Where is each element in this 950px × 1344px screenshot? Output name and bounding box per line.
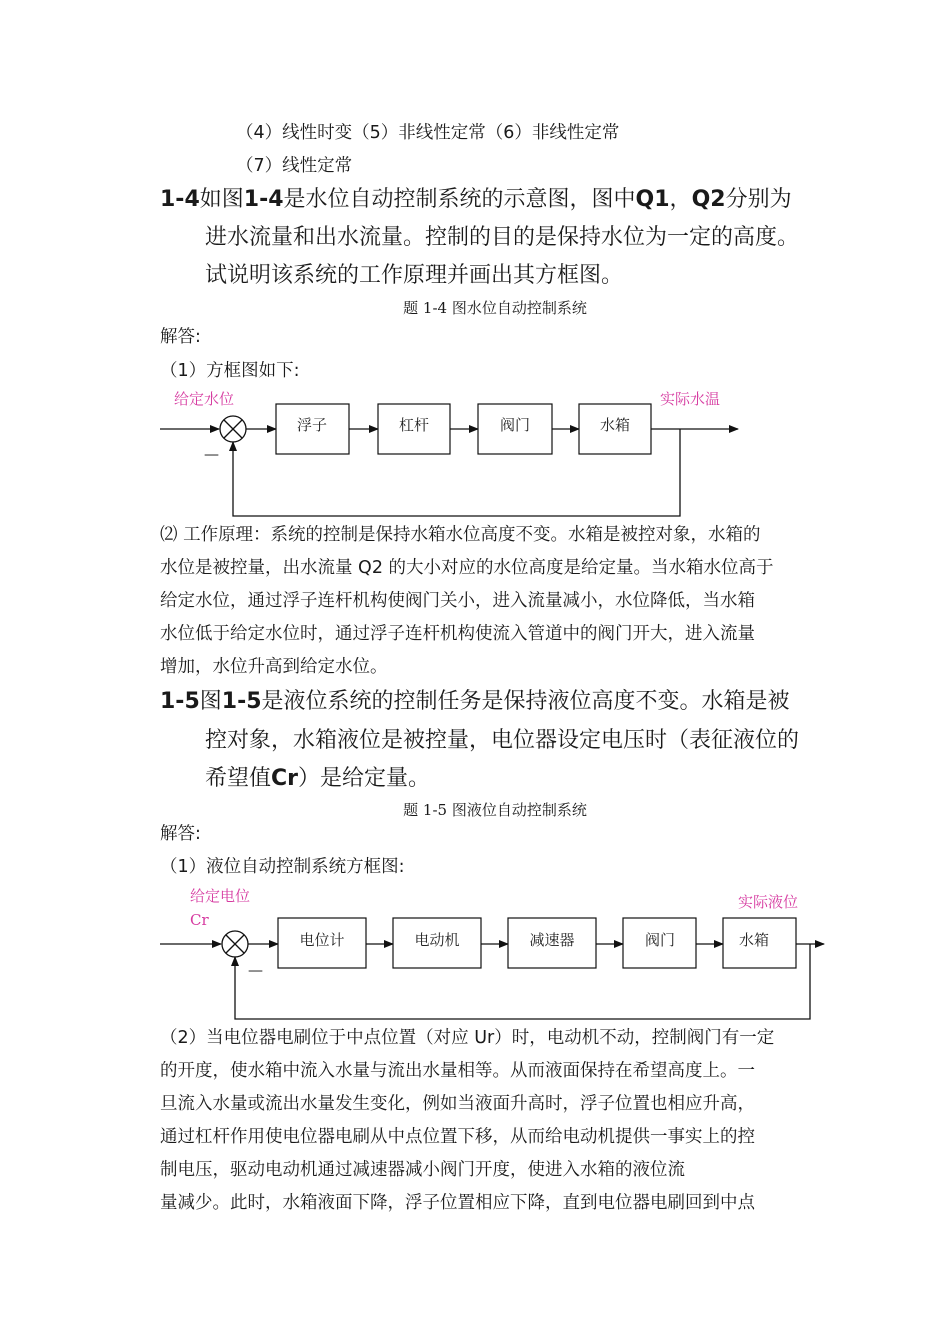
- block-label: 杠杆: [398, 416, 430, 434]
- input-sub-label: Cr: [190, 911, 209, 929]
- question-1-4-line3: 试说明该系统的工作原理并画出其方框图。: [205, 263, 624, 288]
- question-number: 1-4: [160, 187, 200, 212]
- paragraph-line: 量减少。此时，水箱液面下降，浮子位置相应下降，直到电位器电刷回到中点: [160, 1193, 755, 1213]
- question-1-5-line2: 控对象，水箱液位是被控量，电位器设定电压时（表征液位的: [205, 728, 800, 753]
- answer-line-4-6: （4）线性时变（5）非线性定常（6）非线性定常: [236, 123, 620, 143]
- question-text: 希望值: [205, 766, 272, 791]
- summing-junction: [222, 931, 248, 957]
- input-label: 给定水位: [174, 390, 235, 408]
- paragraph-line: 给定水位，通过浮子连杆机构使阀门关小，进入流量减小，水位降低，当水箱: [160, 591, 755, 611]
- answer-line-7: （7）线性定常: [236, 156, 353, 176]
- paragraph-line: 制电压，驱动电动机通过减速器减小阀门开度，使进入水箱的液位流: [160, 1160, 685, 1180]
- question-text: 是水位自动控制系统的示意图，图中: [283, 187, 636, 212]
- answer-part-1: （1）液位自动控制系统方框图:: [160, 857, 405, 877]
- question-1-4-line2: 进水流量和出水流量。控制的目的是保持水位为一定的高度。: [205, 225, 800, 250]
- answer-heading: 解答:: [160, 824, 201, 844]
- paragraph-line: 的开度，使水箱中流入水量与流出水量相等。从而液面保持在希望高度上。一: [160, 1061, 755, 1081]
- block-label: 电动机: [414, 931, 460, 949]
- input-label: 给定电位: [190, 887, 251, 905]
- figure-ref: 1-5: [221, 689, 262, 714]
- question-text: ）是给定量。: [298, 766, 431, 791]
- separator: ，: [669, 187, 692, 212]
- block-label: 电位计: [299, 931, 345, 949]
- block-label: 水箱: [599, 416, 631, 434]
- block-label: 减速器: [529, 931, 575, 949]
- minus-sign: —: [204, 445, 219, 463]
- paragraph-line: 通过杠杆作用使电位器电刷从中点位置下移，从而给电动机提供一事实上的控: [160, 1127, 755, 1147]
- question-number: 1-5: [160, 689, 200, 714]
- answer-part-1: （1）方框图如下:: [160, 361, 300, 381]
- question-text: 图: [199, 689, 222, 714]
- paragraph-line: 水位是被控量，出水流量 Q2 的大小对应的水位高度是给定量。当水箱水位高于: [160, 558, 774, 578]
- paragraph-line: 旦流入水量或流出水量发生变化，例如当液面升高时，浮子位置也相应升高，: [160, 1094, 755, 1114]
- minus-sign: —: [248, 961, 263, 979]
- question-text: 分别为: [725, 187, 792, 212]
- q1-symbol: Q1: [635, 187, 670, 212]
- paragraph-line: 水位低于给定水位时，通过浮子连杆机构使流入管道中的阀门开大，进入流量: [160, 624, 755, 644]
- output-label: 实际水温: [660, 390, 721, 408]
- figure-caption-1-4: 题 1-4 图水位自动控制系统: [403, 299, 587, 317]
- cr-symbol: Cr: [271, 766, 299, 791]
- question-text: 如图: [199, 187, 244, 212]
- block-label: 阀门: [644, 931, 676, 949]
- figure-caption-1-5: 题 1-5 图液位自动控制系统: [403, 801, 587, 819]
- paragraph-line: 增加，水位升高到给定水位。: [160, 657, 388, 677]
- question-text: 是液位系统的控制任务是保持液位高度不变。水箱是被: [261, 689, 790, 714]
- block-label: 水箱: [738, 931, 770, 949]
- answer-heading: 解答:: [160, 327, 201, 347]
- figure-ref: 1-4: [243, 187, 284, 212]
- paragraph-line: ⑵ 工作原理：系统的控制是保持水箱水位高度不变。水箱是被控对象，水箱的: [160, 525, 761, 545]
- block-label: 阀门: [499, 416, 531, 434]
- block-label: 浮子: [296, 416, 328, 434]
- paragraph-line: （2）当电位器电刷位于中点位置（对应 Ur）时，电动机不动，控制阀门有一定: [160, 1028, 775, 1048]
- q2-symbol: Q2: [691, 187, 726, 212]
- output-label: 实际液位: [738, 893, 799, 911]
